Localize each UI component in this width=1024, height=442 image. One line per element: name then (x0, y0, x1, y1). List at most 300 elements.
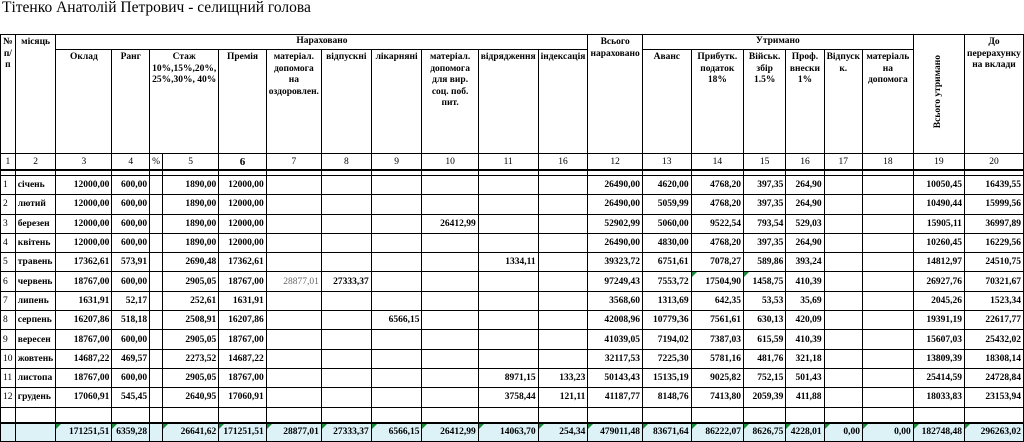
table-cell: 18767,00 (219, 330, 267, 349)
header-total-accrued: Всього нараховано (588, 35, 643, 154)
table-cell: 529,03 (786, 214, 824, 233)
table-row (1, 214, 1024, 233)
header-union-fees: Проф. внески 1% (786, 50, 824, 154)
table-cell: 545,45 (112, 388, 150, 407)
table-cell (150, 388, 163, 407)
table-cell: 264,90 (786, 195, 824, 214)
header-bonus: Премія (219, 50, 267, 154)
table-cell: 2905,05 (163, 330, 219, 349)
table-cell (538, 253, 588, 272)
table-cell: 9 (1, 330, 16, 349)
month-cell: грудень (15, 388, 56, 407)
table-cell: 18308,14 (964, 349, 1023, 368)
table-row (1, 311, 1024, 330)
table-cell: 32117,53 (588, 349, 643, 368)
table-cell: 393,24 (786, 253, 824, 272)
table-row (1, 330, 1024, 349)
table-cell: 321,18 (786, 349, 824, 368)
table-cell (150, 330, 163, 349)
table-cell (478, 176, 538, 195)
column-number-row (1, 154, 1024, 171)
table-cell (321, 253, 371, 272)
table-cell (824, 330, 862, 349)
total-cell: 479011,48 (588, 423, 643, 442)
table-cell (862, 253, 913, 272)
table-cell (478, 311, 538, 330)
table-row (1, 349, 1024, 368)
table-cell: 264,90 (786, 176, 824, 195)
table-cell (862, 388, 913, 407)
table-cell: 4768,20 (691, 176, 743, 195)
table-cell: 2690,48 (163, 253, 219, 272)
table-cell: 26927,76 (913, 272, 964, 291)
table-cell: 600,00 (112, 233, 150, 252)
month-cell: жовтень (15, 349, 56, 368)
table-cell: 133,23 (538, 368, 588, 387)
table-cell: 252,61 (163, 291, 219, 310)
table-cell: 26490,00 (588, 176, 643, 195)
table-cell: 26490,00 (588, 233, 643, 252)
table-cell: 2 (1, 195, 16, 214)
column-number: 6 (219, 154, 267, 171)
table-cell: 3 (1, 214, 16, 233)
table-cell (824, 291, 862, 310)
month-cell: липень (15, 291, 56, 310)
table-cell: 17362,61 (56, 253, 112, 272)
table-cell: 1631,91 (219, 291, 267, 310)
table-row (1, 272, 1024, 291)
table-cell: 420,09 (786, 311, 824, 330)
table-cell: 12000,00 (219, 233, 267, 252)
table-cell: 19391,19 (913, 311, 964, 330)
column-number: 12 (588, 154, 643, 171)
table-cell (150, 176, 163, 195)
table-cell: 589,86 (743, 253, 785, 272)
table-cell: 1334,11 (478, 253, 538, 272)
table-cell (266, 253, 321, 272)
table-cell: 397,35 (743, 233, 785, 252)
table-cell: 9522,54 (691, 214, 743, 233)
table-cell: 53,53 (743, 291, 785, 310)
table-cell: 600,00 (112, 195, 150, 214)
table-cell (862, 195, 913, 214)
table-cell: 7561,61 (691, 311, 743, 330)
table-cell (862, 214, 913, 233)
table-row (1, 253, 1024, 272)
header-to-transfer: До перерахунку на вклади (964, 35, 1023, 154)
table-cell (478, 349, 538, 368)
table-cell (538, 291, 588, 310)
table-cell (538, 272, 588, 291)
table-cell (266, 388, 321, 407)
column-number: 17 (824, 154, 862, 171)
table-cell: 17060,91 (56, 388, 112, 407)
table-cell (150, 291, 163, 310)
table-cell: 411,88 (786, 388, 824, 407)
header-sick: лікарняні (371, 50, 422, 154)
total-cell: 0,00 (824, 423, 862, 442)
table-cell (478, 214, 538, 233)
total-cell (150, 423, 163, 442)
table-cell (266, 291, 321, 310)
total-cell: 254,34 (538, 423, 588, 442)
table-cell (321, 176, 371, 195)
table-cell: 6751,61 (642, 253, 691, 272)
table-cell (478, 291, 538, 310)
table-cell: 630,13 (743, 311, 785, 330)
table-cell: 7387,03 (691, 330, 743, 349)
month-cell: листопа (15, 368, 56, 387)
table-row (1, 388, 1024, 407)
table-cell: 24510,75 (964, 253, 1023, 272)
header-travel: відрядження (478, 50, 538, 154)
table-cell (321, 388, 371, 407)
table-cell: 5781,16 (691, 349, 743, 368)
totals-row (1, 423, 1024, 442)
table-cell: 7194,02 (642, 330, 691, 349)
table-cell (422, 349, 478, 368)
table-cell (824, 272, 862, 291)
column-number: 16 (786, 154, 824, 171)
table-cell (824, 233, 862, 252)
table-cell (862, 291, 913, 310)
table-cell (321, 291, 371, 310)
table-cell: 7225,30 (642, 349, 691, 368)
table-cell: 1 (1, 176, 16, 195)
column-number: % (150, 154, 163, 171)
payroll-table (0, 34, 1024, 442)
header-aid-withheld: матеріаль на допомога (862, 50, 913, 154)
column-number: 16 (538, 154, 588, 171)
table-cell (371, 388, 422, 407)
table-cell: 4768,20 (691, 195, 743, 214)
total-cell: 86222,07 (691, 423, 743, 442)
header-military-levy: Військ. збір 1.5% (743, 50, 785, 154)
total-cell: 0,00 (862, 423, 913, 442)
table-cell: 1458,75 (743, 272, 785, 291)
table-cell: 4 (1, 233, 16, 252)
table-cell: 5060,00 (642, 214, 691, 233)
table-cell: 12000,00 (219, 195, 267, 214)
header-total-withheld: Всього утримано (913, 35, 964, 154)
table-cell (371, 330, 422, 349)
table-cell: 10779,36 (642, 311, 691, 330)
table-cell (266, 233, 321, 252)
table-cell: 4620,00 (642, 176, 691, 195)
table-cell: 793,54 (743, 214, 785, 233)
column-number: 14 (691, 154, 743, 171)
table-cell: 12000,00 (56, 195, 112, 214)
table-cell: 12000,00 (56, 214, 112, 233)
table-cell: 642,35 (691, 291, 743, 310)
table-cell: 121,11 (538, 388, 588, 407)
table-cell: 10050,45 (913, 176, 964, 195)
table-cell (862, 349, 913, 368)
table-cell: 2905,05 (163, 368, 219, 387)
total-cell: 171251,51 (56, 423, 112, 442)
table-cell (862, 272, 913, 291)
table-cell: 410,39 (786, 272, 824, 291)
total-cell: 8626,75 (743, 423, 785, 442)
table-cell: 7553,72 (642, 272, 691, 291)
table-cell: 2508,91 (163, 311, 219, 330)
header-salary: Оклад (56, 50, 112, 154)
header-accrued-group: Нараховано (56, 35, 588, 50)
table-cell: 9025,82 (691, 368, 743, 387)
table-cell (422, 330, 478, 349)
month-cell: лютий (15, 195, 56, 214)
table-cell (150, 233, 163, 252)
table-cell: 469,57 (112, 349, 150, 368)
table-cell: 50143,43 (588, 368, 643, 387)
table-cell (321, 349, 371, 368)
table-cell (266, 349, 321, 368)
table-cell: 264,90 (786, 233, 824, 252)
table-cell: 41187,77 (588, 388, 643, 407)
table-cell: 22617,77 (964, 311, 1023, 330)
table-cell: 600,00 (112, 272, 150, 291)
table-cell: 600,00 (112, 214, 150, 233)
total-cell: 26641,62 (163, 423, 219, 442)
table-cell (824, 176, 862, 195)
total-cell: 296263,02 (964, 423, 1023, 442)
total-cell: 26412,99 (422, 423, 478, 442)
table-cell: 52,17 (112, 291, 150, 310)
table-cell (824, 349, 862, 368)
table-cell (266, 311, 321, 330)
table-cell (538, 349, 588, 368)
table-cell: 35,69 (786, 291, 824, 310)
table-cell: 52902,99 (588, 214, 643, 233)
table-cell: 1890,00 (163, 195, 219, 214)
table-cell (478, 195, 538, 214)
column-number: 10 (422, 154, 478, 171)
table-cell (266, 330, 321, 349)
total-cell: 14063,70 (478, 423, 538, 442)
table-cell: 26490,00 (588, 195, 643, 214)
column-number: 1 (1, 154, 16, 171)
table-cell: 16207,86 (56, 311, 112, 330)
table-cell: 5 (1, 253, 16, 272)
table-cell: 10490,44 (913, 195, 964, 214)
table-cell (862, 330, 913, 349)
table-cell (371, 368, 422, 387)
table-cell: 42008,96 (588, 311, 643, 330)
table-row (1, 195, 1024, 214)
month-cell: березен (15, 214, 56, 233)
table-cell: 573,91 (112, 253, 150, 272)
table-cell (422, 272, 478, 291)
table-cell (266, 214, 321, 233)
table-cell: 2045,26 (913, 291, 964, 310)
table-row (1, 233, 1024, 252)
table-cell (824, 388, 862, 407)
table-cell (862, 368, 913, 387)
table-cell: 14687,22 (219, 349, 267, 368)
table-cell: 12000,00 (219, 176, 267, 195)
table-cell: 15999,56 (964, 195, 1023, 214)
table-cell: 41039,05 (588, 330, 643, 349)
table-cell: 600,00 (112, 368, 150, 387)
table-cell (371, 272, 422, 291)
table-row (1, 368, 1024, 387)
column-number: 18 (862, 154, 913, 171)
table-cell: 18767,00 (219, 368, 267, 387)
header-seniority: Стаж 10%,15%,20%, 25%,30%, 40% (150, 50, 219, 154)
table-cell: 600,00 (112, 330, 150, 349)
table-cell (150, 311, 163, 330)
table-cell: 7413,80 (691, 388, 743, 407)
column-number: 19 (913, 154, 964, 171)
table-cell: 600,00 (112, 176, 150, 195)
table-cell: 25432,02 (964, 330, 1023, 349)
table-cell: 2640,95 (163, 388, 219, 407)
table-cell: 397,35 (743, 195, 785, 214)
total-cell (15, 423, 56, 442)
header-vacation: відпускні (321, 50, 371, 154)
table-cell (538, 233, 588, 252)
table-row (1, 291, 1024, 310)
table-cell (321, 195, 371, 214)
header-health-aid: матеріал. допомога на оздоровлен. (266, 50, 321, 154)
table-cell: 7 (1, 291, 16, 310)
table-cell: 397,35 (743, 176, 785, 195)
table-cell: 15135,19 (642, 368, 691, 387)
table-cell (422, 253, 478, 272)
column-number: 20 (964, 154, 1023, 171)
month-cell: вересен (15, 330, 56, 349)
header-no: № п/п (1, 35, 16, 154)
table-cell: 2059,39 (743, 388, 785, 407)
header-income-tax: Прибутк. податок 18% (691, 50, 743, 154)
table-cell (266, 195, 321, 214)
header-withheld-group: Утримано (642, 35, 913, 50)
table-cell (150, 214, 163, 233)
table-cell: 97249,43 (588, 272, 643, 291)
table-cell: 752,15 (743, 368, 785, 387)
month-cell: травень (15, 253, 56, 272)
column-number: 8 (321, 154, 371, 171)
table-cell (422, 388, 478, 407)
table-cell (422, 176, 478, 195)
table-cell: 18767,00 (56, 330, 112, 349)
table-cell: 1890,00 (163, 214, 219, 233)
table-cell: 6566,15 (371, 311, 422, 330)
table-cell: 27333,37 (321, 272, 371, 291)
table-cell: 12 (1, 388, 16, 407)
header-advance: Аванс (642, 50, 691, 154)
document-title: Тітенко Анатолій Петрович - селищний голова (2, 0, 311, 16)
table-cell: 1313,69 (642, 291, 691, 310)
table-cell (150, 349, 163, 368)
column-number: 7 (266, 154, 321, 171)
month-cell: січень (15, 176, 56, 195)
month-cell: квітень (15, 233, 56, 252)
header-rank: Ранг (112, 50, 150, 154)
total-cell (1, 423, 16, 442)
table-cell: 24728,84 (964, 368, 1023, 387)
column-number: 15 (743, 154, 785, 171)
table-cell: 4830,00 (642, 233, 691, 252)
table-cell: 410,39 (786, 330, 824, 349)
column-number: 11 (478, 154, 538, 171)
table-cell (422, 291, 478, 310)
table-cell (478, 233, 538, 252)
header-month: місяць (15, 35, 56, 154)
table-cell: 8971,15 (478, 368, 538, 387)
table-cell: 16229,56 (964, 233, 1023, 252)
table-cell: 12000,00 (56, 233, 112, 252)
table-cell: 8 (1, 311, 16, 330)
table-cell: 481,76 (743, 349, 785, 368)
table-cell (150, 253, 163, 272)
table-cell (862, 176, 913, 195)
table-cell: 1631,91 (56, 291, 112, 310)
header-vacation-withheld: Відпуск к. (824, 50, 862, 154)
table-cell: 16439,55 (964, 176, 1023, 195)
table-cell (824, 311, 862, 330)
table-cell (824, 368, 862, 387)
table-cell: 36997,89 (964, 214, 1023, 233)
table-cell: 2905,05 (163, 272, 219, 291)
table-cell (422, 195, 478, 214)
table-cell: 6 (1, 272, 16, 291)
table-cell (371, 291, 422, 310)
table-cell: 7078,27 (691, 253, 743, 272)
table-cell (538, 195, 588, 214)
column-number: 13 (642, 154, 691, 171)
table-cell (422, 311, 478, 330)
table-cell: 1890,00 (163, 176, 219, 195)
table-cell: 18767,00 (56, 272, 112, 291)
table-cell: 18767,00 (219, 272, 267, 291)
table-cell (862, 311, 913, 330)
table-cell (422, 233, 478, 252)
table-cell (371, 349, 422, 368)
table-cell (862, 233, 913, 252)
table-cell (321, 214, 371, 233)
table-cell (478, 330, 538, 349)
month-cell: червень (15, 272, 56, 291)
table-cell: 26412,99 (422, 214, 478, 233)
table-cell: 17504,90 (691, 272, 743, 291)
table-cell (321, 311, 371, 330)
table-cell (150, 195, 163, 214)
column-number: 5 (163, 154, 219, 171)
table-cell: 10 (1, 349, 16, 368)
total-cell: 28877,01 (266, 423, 321, 442)
table-cell (150, 272, 163, 291)
table-cell (824, 253, 862, 272)
table-cell: 5059,99 (642, 195, 691, 214)
table-cell: 13809,39 (913, 349, 964, 368)
table-cell (478, 272, 538, 291)
table-cell (371, 176, 422, 195)
table-cell: 3758,44 (478, 388, 538, 407)
table-cell: 1523,34 (964, 291, 1023, 310)
table-cell: 18767,00 (56, 368, 112, 387)
total-cell: 4228,01 (786, 423, 824, 442)
column-number: 2 (15, 154, 56, 171)
table-cell: 4768,20 (691, 233, 743, 252)
table-cell (538, 176, 588, 195)
table-cell: 17362,61 (219, 253, 267, 272)
table-row (1, 176, 1024, 195)
table-cell: 39323,72 (588, 253, 643, 272)
table-cell: 16207,86 (219, 311, 267, 330)
table-cell: 8148,76 (642, 388, 691, 407)
column-number: 3 (56, 154, 112, 171)
